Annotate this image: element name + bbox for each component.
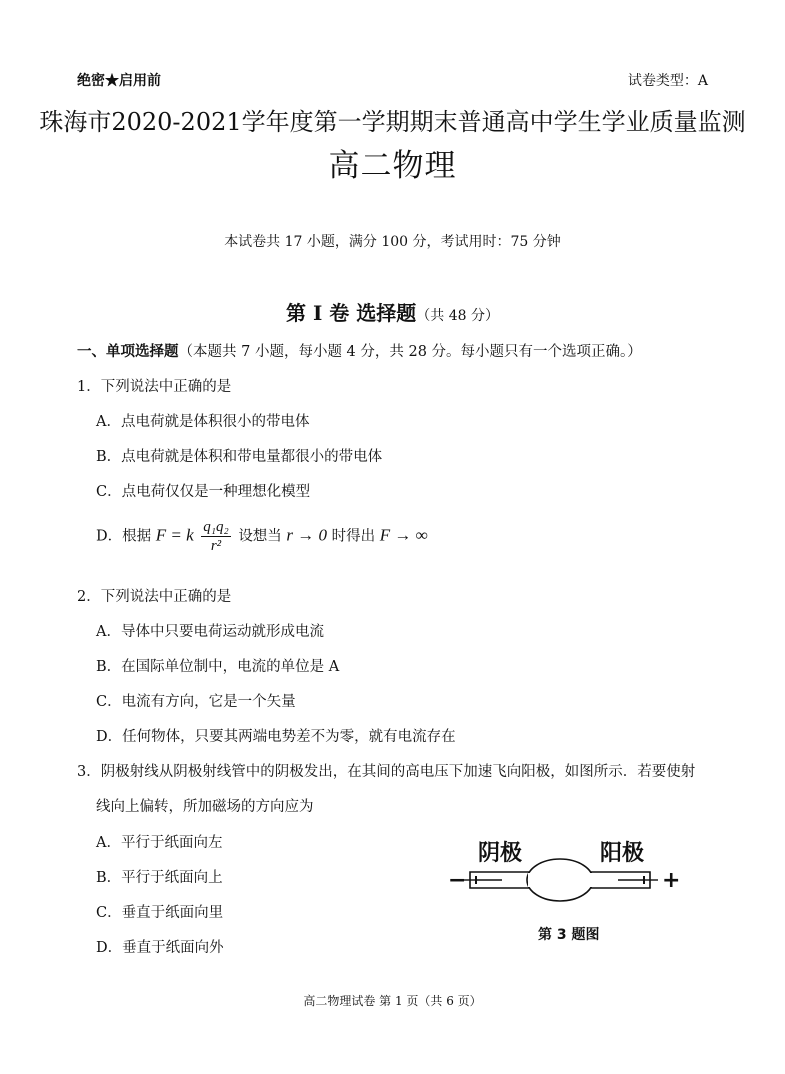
paper-type-label: 试卷类型：A	[627, 73, 708, 89]
part-one-heading	[77, 340, 642, 361]
question-1-option-d	[96, 518, 428, 555]
cathode-label: 阴极	[478, 841, 523, 866]
coulomb-fraction	[201, 518, 230, 555]
coulomb-formula-left: F = k	[155, 525, 194, 545]
question-3-stem-line2: 线向上偏转，所加磁场的方向应为	[96, 799, 314, 815]
figure-caption: 第 3 题图	[538, 927, 600, 943]
cathode-ray-tube-figure	[440, 832, 690, 947]
question-3-option-c: C．垂直于纸面向里	[96, 905, 224, 921]
question-3-option-b: B．平行于纸面向上	[96, 870, 223, 886]
question-2-option-a: A．导体中只要电荷运动就形成电流	[96, 624, 324, 640]
fraction-denominator: r²	[210, 538, 222, 554]
section-heading	[0, 297, 785, 326]
exam-info: 本试卷共 17 小题，满分 100 分，考试用时：75 分钟	[224, 234, 561, 250]
section-title: 第 I 卷 选择题	[286, 301, 417, 325]
question-1-option-a: A．点电荷就是体积很小的带电体	[96, 414, 310, 430]
limit-condition: r → 0	[286, 525, 328, 545]
question-1-option-c: C．点电荷仅仅是一种理想化模型	[96, 484, 311, 500]
question-1-stem: 1．下列说法中正确的是	[77, 379, 232, 395]
subject-title: 高二物理	[328, 148, 457, 184]
bulb-join-left	[528, 873, 534, 887]
option-d-prefix: D．根据	[96, 528, 152, 545]
confidential-label: 绝密★启用前	[77, 73, 161, 89]
option-d-mid2: 时得出	[331, 528, 376, 545]
question-2-option-b: B．在国际单位制中，电流的单位是 A	[96, 659, 340, 675]
exam-title: 珠海市2020-2021学年度第一学期期末普通高中学生学业质量监测	[39, 108, 746, 136]
question-3-stem-line1: 3．阴极射线从阴极射线管中的阴极发出，在其间的高电压下加速飞向阳极，如图所示．若要使射	[77, 764, 696, 780]
question-1-option-b: B．点电荷就是体积和带电量都很小的带电体	[96, 449, 383, 465]
question-3-option-a: A．平行于纸面向左	[96, 835, 223, 851]
page-footer: 高二物理试卷 第 1 页（共 6 页）	[303, 994, 482, 1008]
section-note: （共 48 分）	[416, 308, 499, 324]
question-2-stem: 2．下列说法中正确的是	[77, 589, 232, 605]
option-d-mid1: 设想当	[238, 528, 282, 545]
tube-bulb	[527, 859, 593, 901]
question-3-option-d: D．垂直于纸面向外	[96, 940, 224, 956]
part-one-desc: （本题共 7 小题，每小题 4 分，共 28 分。每小题只有一个选项正确。）	[178, 344, 642, 360]
minus-terminal: −	[448, 868, 467, 893]
limit-result: F → ∞	[379, 525, 428, 545]
anode-label: 阳极	[600, 841, 645, 866]
plus-terminal: +	[662, 868, 681, 893]
bulb-join-right	[588, 873, 594, 887]
fraction-numerator: q₁q₂	[203, 519, 229, 535]
question-2-option-d: D．任何物体，只要其两端电势差不为零，就有电流存在	[96, 729, 456, 745]
question-2-option-c: C．电流有方向，它是一个矢量	[96, 694, 296, 710]
part-one-label: 一、单项选择题	[77, 343, 179, 360]
